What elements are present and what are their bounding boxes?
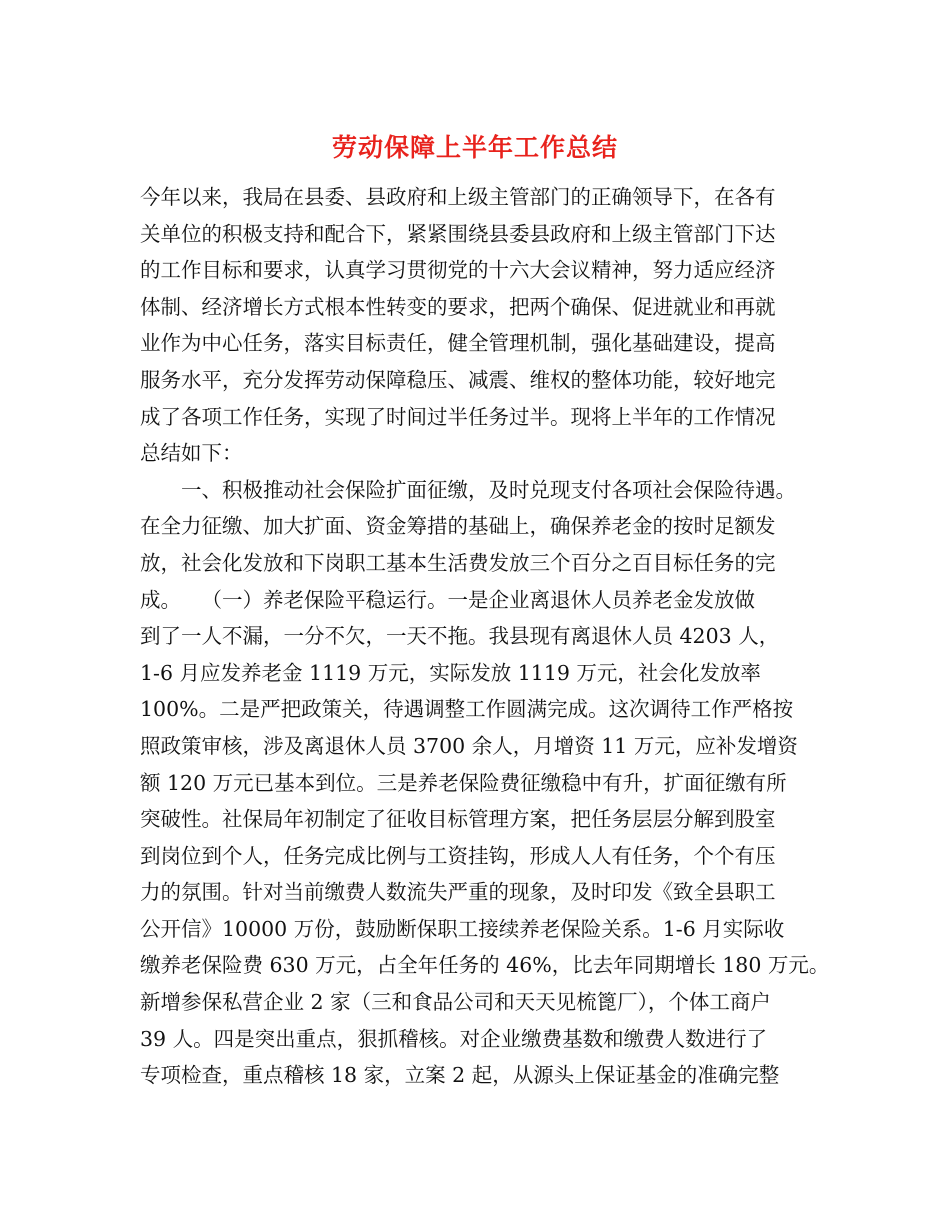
body-line: 成了各项工作任务，实现了时间过半任务过半。现将上半年的工作情况 (140, 404, 776, 429)
body-line: 突破性。社保局年初制定了征收目标管理方案，把任务层层分解到股室 (140, 807, 776, 832)
body-line: 39 人。四是突出重点，狠抓稽核。对企业缴费基数和缴费人数进行了 (140, 1026, 768, 1051)
body-line: 缴养老保险费 630 万元，占全年任务的 46%，比去年同期增长 180 万元。 (140, 953, 830, 978)
document-body (140, 179, 830, 1094)
body-line: 体制、经济增长方式根本性转变的要求，把两个确保、促进就业和再就 (140, 294, 776, 319)
body-line: 新增参保私营企业 2 家（三和食品公司和天天见梳篦厂），个体工商户 (140, 990, 771, 1015)
body-line: 今年以来，我局在县委、县政府和上级主管部门的正确领导下，在各有 (140, 185, 776, 209)
body-line: 到了一人不漏，一分不欠，一天不拖。我县现有离退休人员 4203 人， (140, 624, 780, 649)
body-line: 100%。二是严把政策关，待遇调整工作圆满完成。这次调待工作严格按 (140, 697, 794, 722)
body-line: 成。 （一）养老保险平稳运行。一是企业离退休人员养老金发放做 (140, 587, 755, 612)
document-title: 劳动保障上半年工作总结 (331, 133, 618, 162)
body-line: 关单位的积极支持和配合下，紧紧围绕县委县政府和上级主管部门下达 (140, 221, 776, 246)
body-line: 的工作目标和要求，认真学习贯彻党的十六大会议精神，努力适应经济 (140, 258, 776, 283)
body-line: 公开信》10000 万份，鼓励断保职工接续养老保险关系。1-6 月实际收 (140, 916, 785, 941)
body-line: 业作为中心任务，落实目标责任，健全管理机制，强化基础建设，提高 (140, 331, 776, 356)
body-line: 力的氛围。针对当前缴费人数流失严重的现象，及时印发《致全县职工 (140, 880, 776, 905)
body-line: 放，社会化发放和下岗职工基本生活费发放三个百分之百目标任务的完 (140, 550, 776, 575)
body-line: 额 120 万元已基本到位。三是养老保险费征缴稳中有升，扩面征缴有所 (140, 770, 787, 795)
body-line: 照政策审核，涉及离退休人员 3700 余人，月增资 11 万元，应补发增资 (140, 733, 798, 758)
body-line: 在全力征缴、加大扩面、资金筹措的基础上，确保养老金的按时足额发 (140, 514, 776, 539)
body-line: 1-6 月应发养老金 1119 万元，实际发放 1119 万元，社会化发放率 (140, 660, 761, 685)
body-line: 服务水平，充分发挥劳动保障稳压、减震、维权的整体功能，较好地完 (140, 367, 776, 392)
body-line: 总结如下： (140, 441, 243, 466)
body-line: 专项检查，重点稽核 18 家，立案 2 起，从源头上保证基金的准确完整 (140, 1063, 780, 1088)
body-line: 一、积极推动社会保险扩面征缴，及时兑现支付各项社会保险待遇。 (140, 477, 796, 502)
body-line: 到岗位到个人，任务完成比例与工资挂钩，形成人人有任务，个个有压 (140, 843, 776, 868)
